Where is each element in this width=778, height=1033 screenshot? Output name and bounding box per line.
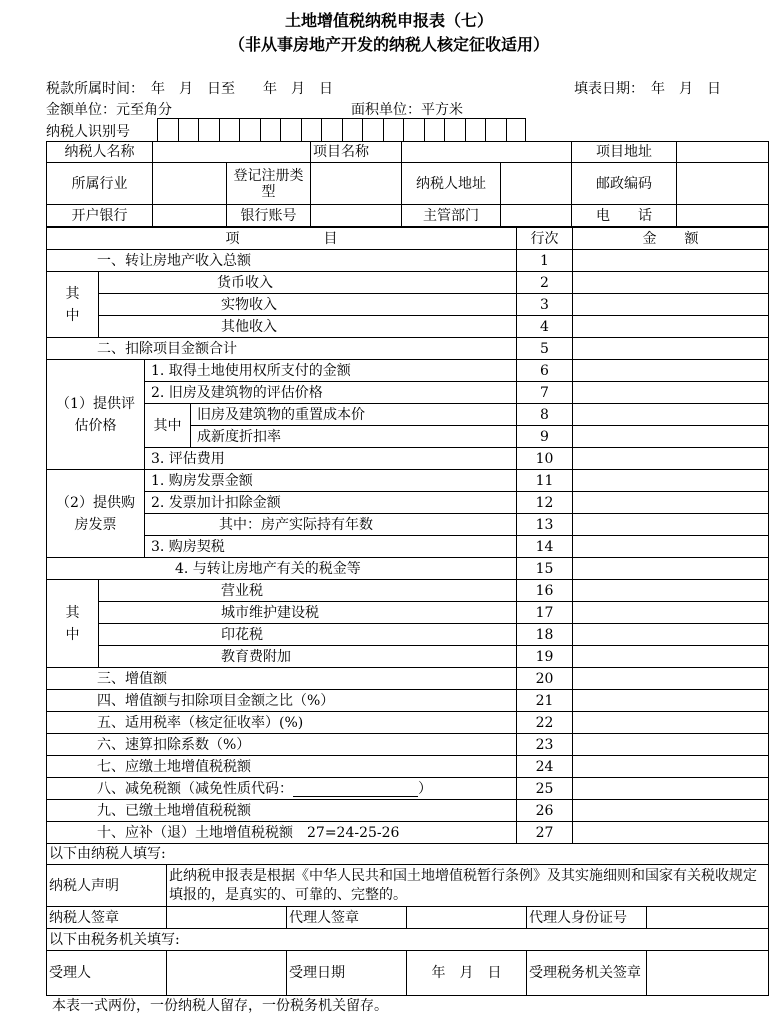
amount-cell[interactable] [573, 514, 769, 536]
project-name-label: 项目名称 [311, 142, 402, 163]
amount-cell[interactable] [573, 360, 769, 382]
amount-cell[interactable] [573, 778, 769, 800]
row-number: 19 [517, 646, 573, 668]
amount-cell[interactable] [573, 668, 769, 690]
row-label: 3. 评估费用 [145, 448, 517, 470]
row-label: 六、速算扣除系数（%） [47, 734, 517, 756]
row-number: 18 [517, 624, 573, 646]
row-number: 15 [517, 558, 573, 580]
row-label: 十、应补（退）土地增值税税额 27=24-25-26 [47, 822, 517, 844]
reduction-code-input[interactable] [293, 782, 418, 797]
phone-field[interactable] [677, 205, 769, 227]
row-label: 1. 购房发票金额 [145, 470, 517, 492]
id-digit-box[interactable] [321, 118, 342, 142]
id-digit-box[interactable] [260, 118, 281, 142]
row-label: 其他收入 [99, 316, 517, 338]
account-label: 银行账号 [227, 205, 311, 227]
bank-field[interactable] [153, 205, 227, 227]
row-number: 16 [517, 580, 573, 602]
amount-cell[interactable] [573, 756, 769, 778]
id-digit-box[interactable] [178, 118, 199, 142]
taxpayer-name-label: 纳税人名称 [47, 142, 153, 163]
qizhong-label: 其中 [47, 272, 99, 338]
row-label: 货币收入 [99, 272, 517, 294]
office-seal-label: 受理税务机关签章 [527, 951, 647, 996]
taxpayer-section-heading: 以下由纳税人填写: [47, 844, 769, 865]
id-digit-box[interactable] [444, 118, 465, 142]
amount-cell[interactable] [573, 822, 769, 844]
declaration-text: 此纳税申报表是根据《中华人民共和国土地增值税暂行条例》及其实施细则和国家有关税收规定填报的，是真实的、可靠的、完整的。 [167, 865, 769, 907]
row-number: 3 [517, 294, 573, 316]
row-number: 8 [517, 404, 573, 426]
agent-id-field[interactable] [647, 907, 769, 929]
taxpayer-id-label: 纳税人识别号 [46, 124, 130, 140]
agent-signature-label: 代理人签章 [287, 907, 407, 929]
row-label: 2. 发票加计扣除金额 [145, 492, 517, 514]
id-digit-box[interactable] [301, 118, 322, 142]
row-number: 7 [517, 382, 573, 404]
row-number: 25 [517, 778, 573, 800]
row-number: 1 [517, 250, 573, 272]
row-number: 23 [517, 734, 573, 756]
row-label: 二、扣除项目金额合计 [47, 338, 517, 360]
row-label: 三、增值额 [47, 668, 517, 690]
bank-label: 开户银行 [47, 205, 153, 227]
amount-cell[interactable] [573, 404, 769, 426]
amount-cell[interactable] [573, 602, 769, 624]
row-label: 营业税 [99, 580, 517, 602]
column-header-row: 行次 [517, 228, 573, 250]
row-label: 七、应缴土地增值税税额 [47, 756, 517, 778]
row-number: 26 [517, 800, 573, 822]
taxpayer-info-table [46, 141, 769, 227]
reg-type-field[interactable] [311, 163, 402, 205]
project-address-field[interactable] [677, 142, 769, 163]
receive-date-field[interactable]: 年 月 日 [407, 951, 527, 996]
project-address-label: 项目地址 [572, 142, 677, 163]
signature-field[interactable] [167, 907, 287, 929]
row-label: 旧房及建筑物的重置成本价 [191, 404, 517, 426]
form-title: 土地增值税纳税申报表（七） [284, 11, 493, 30]
id-digit-box[interactable] [403, 118, 424, 142]
row-label: 九、已缴土地增值税税额 [47, 800, 517, 822]
id-digit-box[interactable] [424, 118, 445, 142]
reg-type-label: 登记注册类型 [227, 163, 311, 205]
group-invoice-label: （2）提供购房发票 [47, 470, 145, 558]
row-label: 教育费附加 [99, 646, 517, 668]
amount-cell[interactable] [573, 316, 769, 338]
tax-period-label: 税款所属时间： 年 月 日至 年 月 日 [46, 81, 333, 97]
id-digit-box[interactable] [362, 118, 383, 142]
reduction-label-end: ） [418, 780, 432, 797]
row-number: 5 [517, 338, 573, 360]
row-label: 其中：房产实际持有年数 [145, 514, 517, 536]
row-label-reduction [47, 778, 517, 800]
row-number: 2 [517, 272, 573, 294]
row-number: 4 [517, 316, 573, 338]
amount-cell[interactable] [573, 448, 769, 470]
row-label: 1. 取得土地使用权所支付的金额 [145, 360, 517, 382]
row-label: 城市维护建设税 [99, 602, 517, 624]
row-number: 20 [517, 668, 573, 690]
area-unit-label: 面积单位：平方米 [351, 102, 463, 118]
id-digit-box[interactable] [219, 118, 240, 142]
taxpayer-address-label: 纳税人地址 [402, 163, 501, 205]
id-digit-box[interactable] [485, 118, 506, 142]
amount-cell[interactable] [573, 426, 769, 448]
row-number: 11 [517, 470, 573, 492]
amount-cell[interactable] [573, 646, 769, 668]
form-subtitle: （非从事房地产开发的纳税人核定征收适用） [228, 35, 549, 54]
row-label: 四、增值额与扣除项目金额之比（%） [47, 690, 517, 712]
declaration-label: 纳税人声明 [47, 865, 167, 907]
row-label: 五、适用税率（核定征收率）(%) [47, 712, 517, 734]
row-number: 14 [517, 536, 573, 558]
row-label: 4. 与转让房地产有关的税金等 [47, 558, 517, 580]
id-digit-box[interactable] [239, 118, 260, 142]
amount-cell[interactable] [573, 690, 769, 712]
taxpayer-id-boxes[interactable] [157, 118, 526, 142]
amount-unit-label: 金额单位：元至角分 [46, 102, 172, 118]
amount-cell[interactable] [573, 712, 769, 734]
declaration-table [46, 843, 769, 996]
row-number: 21 [517, 690, 573, 712]
tax-office-section-heading: 以下由税务机关填写: [47, 929, 769, 951]
row-number: 13 [517, 514, 573, 536]
row-label: 实物收入 [99, 294, 517, 316]
id-digit-box[interactable] [465, 118, 486, 142]
id-digit-box[interactable] [506, 118, 527, 142]
authority-field[interactable] [501, 205, 572, 227]
group-appraisal-label: （1）提供评估价格 [47, 360, 145, 470]
industry-label: 所属行业 [47, 163, 153, 205]
row-label: 3. 购房契税 [145, 536, 517, 558]
amount-cell[interactable] [573, 250, 769, 272]
row-label: 2. 旧房及建筑物的评估价格 [145, 382, 517, 404]
amount-cell[interactable] [573, 800, 769, 822]
amount-cell[interactable] [573, 492, 769, 514]
row-number: 24 [517, 756, 573, 778]
id-digit-box[interactable] [280, 118, 301, 142]
id-digit-box[interactable] [198, 118, 219, 142]
phone-label: 电 话 [572, 205, 677, 227]
signature-label: 纳税人签章 [47, 907, 167, 929]
id-digit-box[interactable] [383, 118, 404, 142]
postal-code-field[interactable] [677, 163, 769, 205]
id-digit-box[interactable] [157, 118, 178, 142]
amount-cell[interactable] [573, 536, 769, 558]
amount-cell[interactable] [573, 338, 769, 360]
receiver-label: 受理人 [47, 951, 167, 996]
id-digit-box[interactable] [342, 118, 363, 142]
row-number: 6 [517, 360, 573, 382]
footnote: 本表一式两份，一份纳税人留存，一份税务机关留存。 [52, 998, 388, 1014]
row-number: 27 [517, 822, 573, 844]
account-field[interactable] [311, 205, 402, 227]
row-label: 一、转让房地产收入总额 [47, 250, 517, 272]
amount-cell[interactable] [573, 734, 769, 756]
authority-label: 主管部门 [402, 205, 501, 227]
industry-field[interactable] [153, 163, 227, 205]
amount-cell[interactable] [573, 558, 769, 580]
reduction-label: 八、减免税额（减免性质代码： [97, 780, 293, 797]
column-header-amount: 金 额 [573, 228, 769, 250]
column-header-item: 项 目 [47, 228, 517, 250]
row-number: 9 [517, 426, 573, 448]
amount-cell[interactable] [573, 382, 769, 404]
fill-date-label: 填表日期： 年 月 日 [574, 81, 721, 97]
amount-cell[interactable] [573, 272, 769, 294]
row-number: 22 [517, 712, 573, 734]
taxpayer-address-field[interactable] [501, 163, 572, 205]
receiver-field[interactable] [167, 951, 287, 996]
agent-signature-field[interactable] [407, 907, 527, 929]
row-number: 10 [517, 448, 573, 470]
items-table [46, 227, 769, 844]
office-seal-field[interactable] [647, 951, 769, 996]
agent-id-label: 代理人身份证号 [527, 907, 647, 929]
qizhong-label: 其中 [47, 580, 99, 668]
receive-date-label: 受理日期 [287, 951, 407, 996]
row-label: 印花税 [99, 624, 517, 646]
amount-cell[interactable] [573, 294, 769, 316]
row-number: 12 [517, 492, 573, 514]
qizhong-label: 其中 [145, 404, 191, 448]
amount-cell[interactable] [573, 470, 769, 492]
row-label: 成新度折扣率 [191, 426, 517, 448]
project-name-field[interactable] [402, 142, 572, 163]
amount-cell[interactable] [573, 624, 769, 646]
taxpayer-name-field[interactable] [153, 142, 311, 163]
row-number: 17 [517, 602, 573, 624]
amount-cell[interactable] [573, 580, 769, 602]
postal-code-label: 邮政编码 [572, 163, 677, 205]
